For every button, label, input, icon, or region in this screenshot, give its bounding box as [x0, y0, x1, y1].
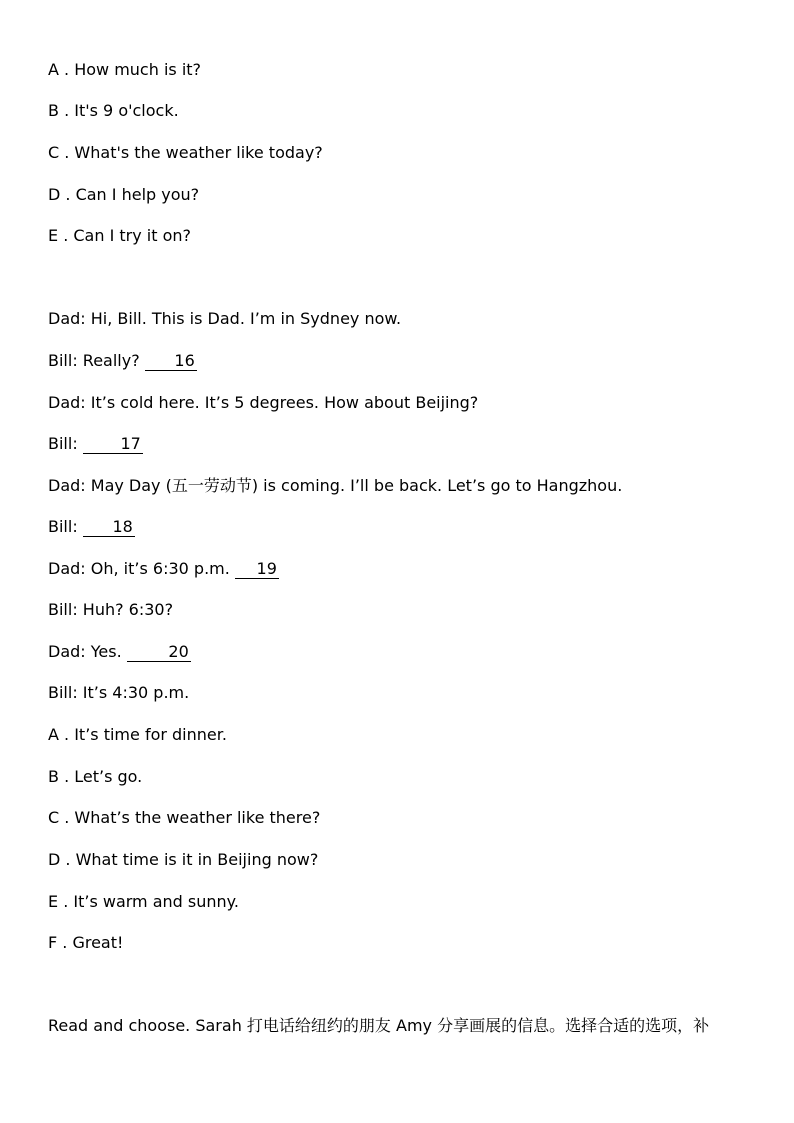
option-e: E . It’s warm and sunny. — [48, 892, 239, 911]
dialogue-line — [48, 351, 197, 371]
dialogue-line — [48, 600, 173, 620]
dialogue-text: Bill: It’s 4:30 p.m. — [48, 683, 190, 702]
dialogue-line — [48, 393, 478, 413]
option-e: E . Can I try it on? — [48, 226, 192, 245]
dialogue-line — [48, 517, 135, 537]
dialogue-text: Bill: Huh? 6:30? — [48, 600, 174, 619]
option-d: D . What time is it in Beijing now? — [48, 850, 319, 869]
option-c: C . What's the weather like today? — [48, 143, 323, 162]
option-f: F . Great! — [48, 933, 124, 952]
answer-blank-18[interactable]: 18 — [83, 518, 135, 537]
dialogue-line — [48, 476, 622, 496]
dialogue-text: Bill: — [48, 434, 83, 453]
dialogue-text: Dad: Hi, Bill. This is Dad. I’m in Sydney now. — [48, 309, 402, 328]
answer-blank-20[interactable]: 20 — [127, 643, 191, 662]
dialogue-text: Bill: — [48, 517, 83, 536]
option-a: A . How much is it? — [48, 60, 202, 79]
option-a: A . It’s time for dinner. — [48, 725, 227, 744]
dialogue-text: Dad: Oh, it’s 6:30 p.m. — [48, 559, 235, 578]
dialogue-line — [48, 309, 401, 329]
option-d: D . Can I help you? — [48, 185, 200, 204]
answer-blank-19[interactable]: 19 — [235, 560, 279, 579]
dialogue-text: Dad: May Day (五一劳动节) is coming. I’ll be back. Let’s go to Hangzhou. — [48, 476, 623, 495]
dialogue-line — [48, 642, 191, 662]
dialogue-text: Bill: Really? — [48, 351, 145, 370]
instruction-text: Read and choose. Sarah 打电话给纽约的朋友 Amy 分享画展的信息。选择合适的选项，补 — [48, 1016, 710, 1035]
dialogue-line — [48, 683, 189, 703]
option-b: B . Let’s go. — [48, 767, 143, 786]
answer-blank-16[interactable]: 16 — [145, 352, 197, 371]
option-c: C . What’s the weather like there? — [48, 808, 321, 827]
answer-blank-17[interactable]: 17 — [83, 435, 143, 454]
dialogue-text: Dad: It’s cold here. It’s 5 degrees. How about Beijing? — [48, 393, 479, 412]
dialogue-line — [48, 559, 279, 579]
dialogue-line — [48, 434, 143, 454]
dialogue-text: Dad: Yes. — [48, 642, 127, 661]
option-b: B . It's 9 o'clock. — [48, 101, 179, 120]
